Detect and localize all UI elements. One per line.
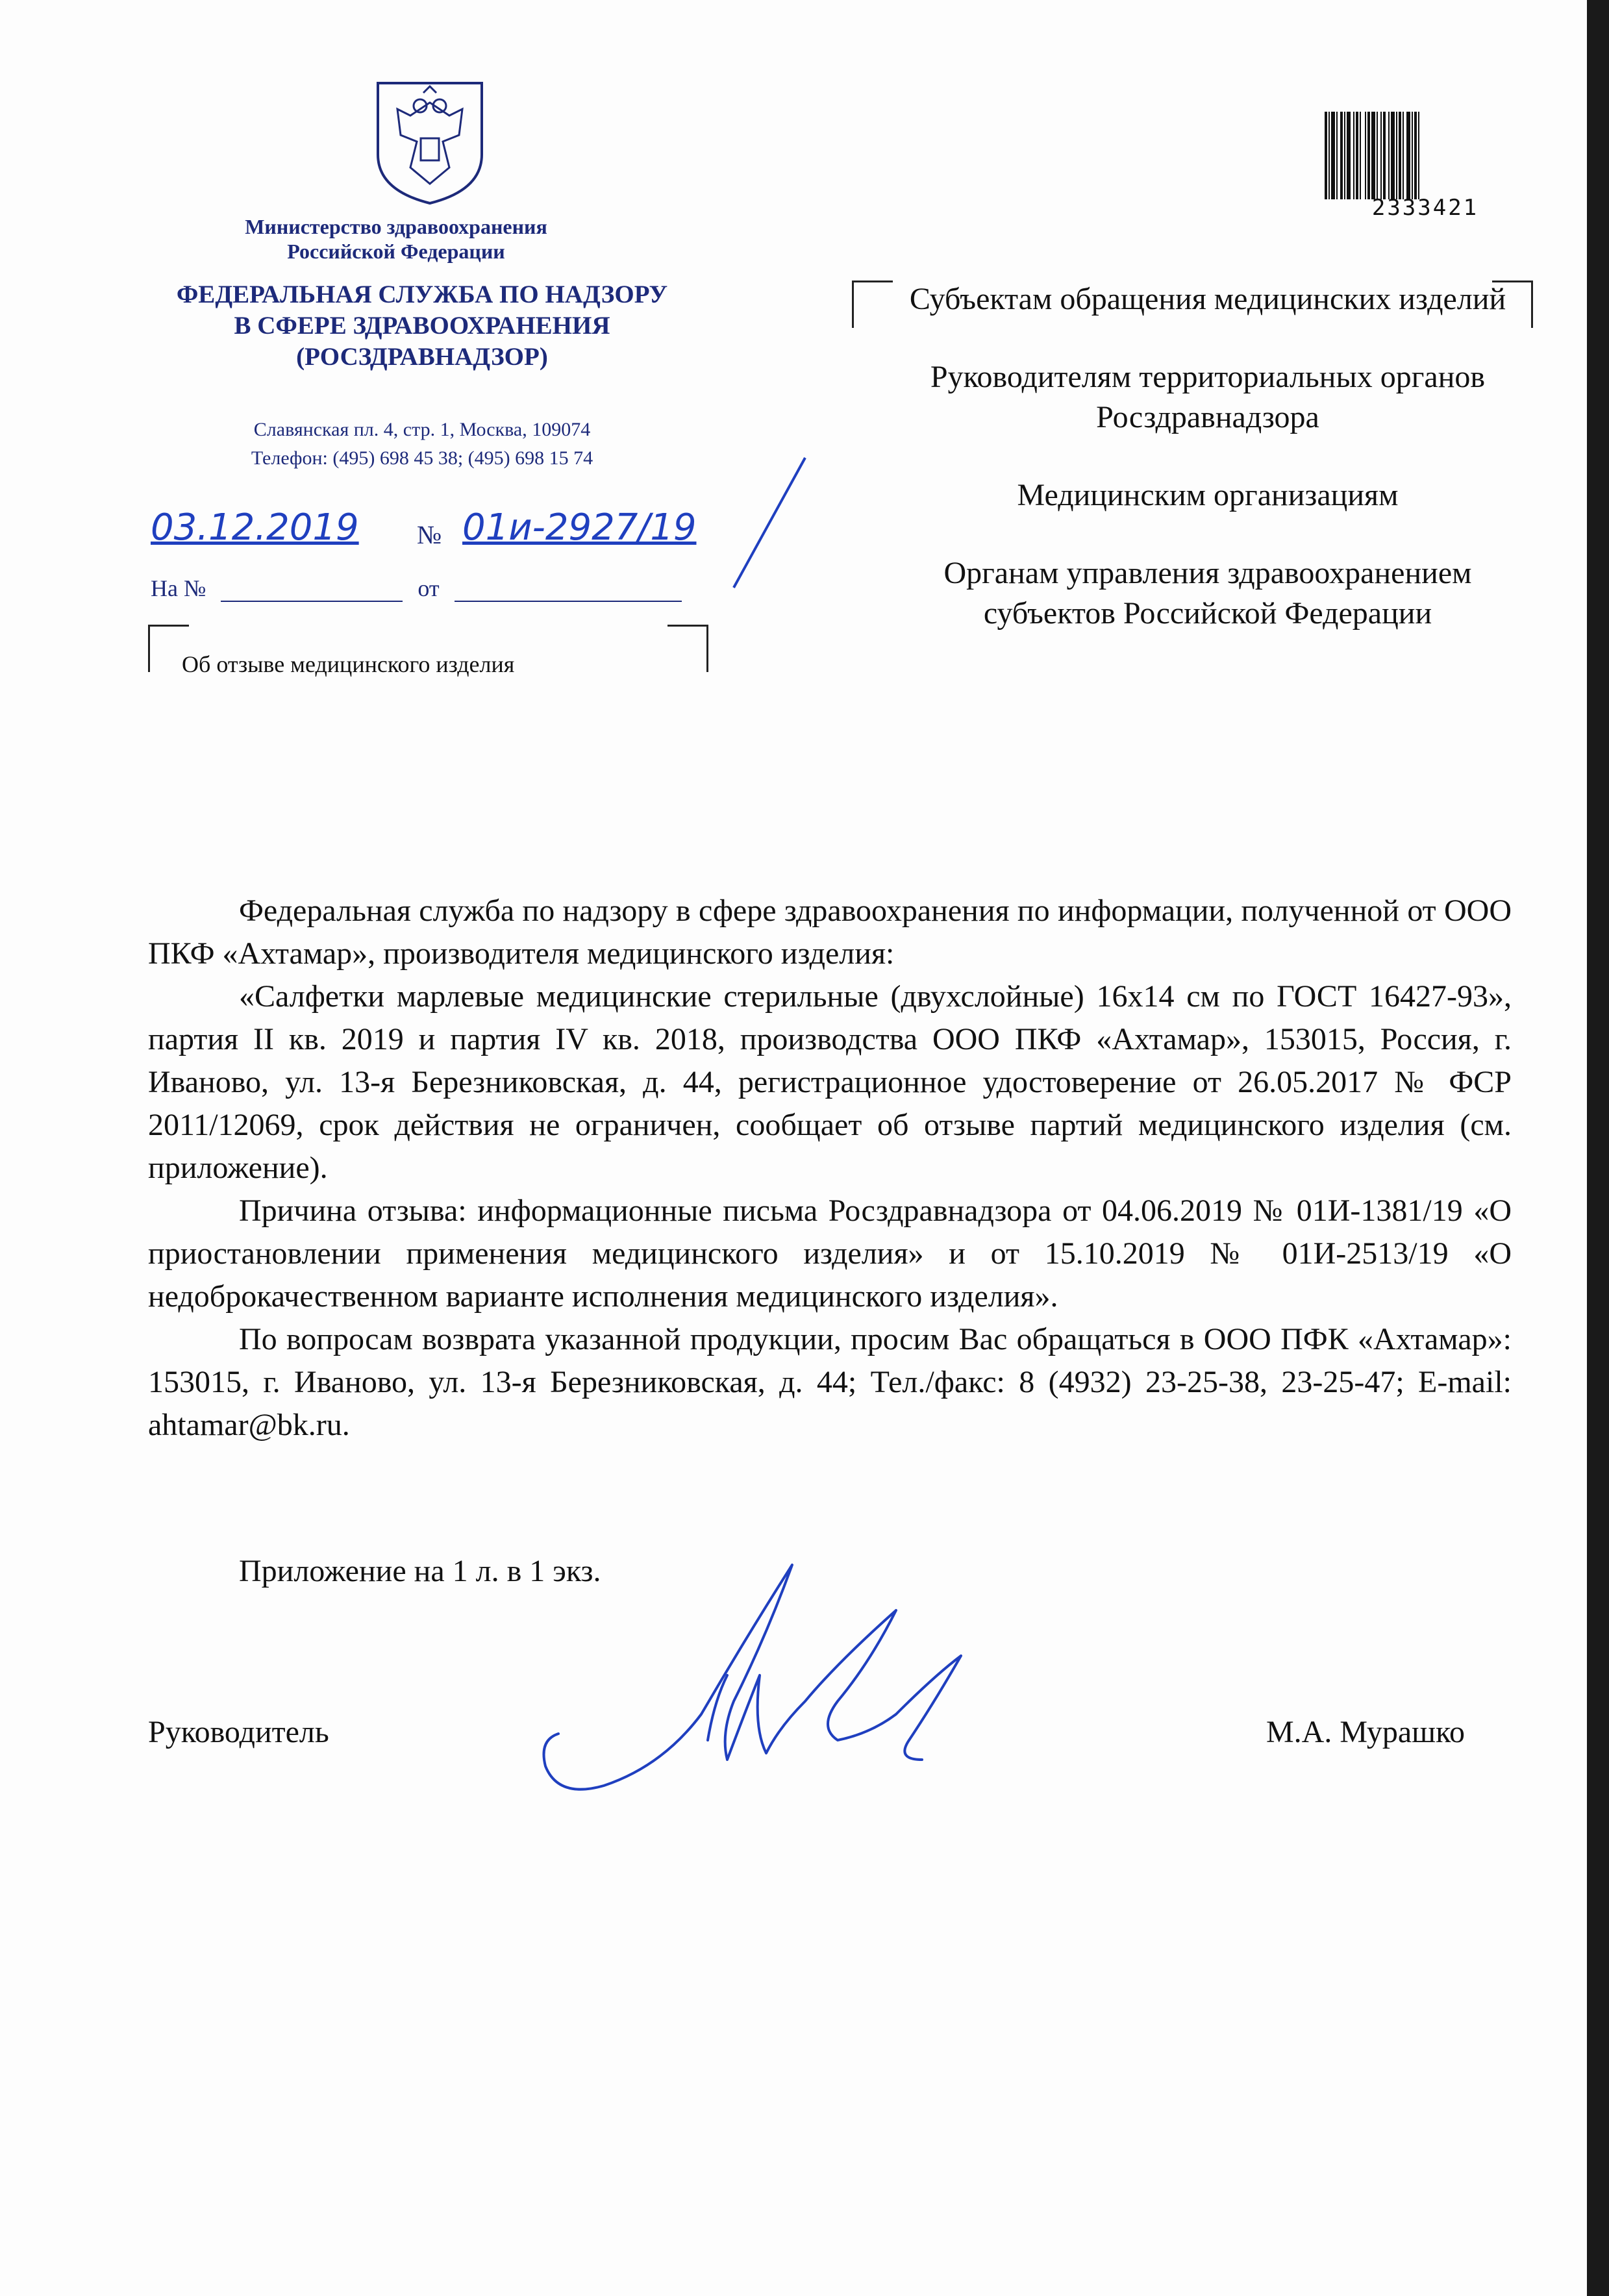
addressee-1: Субъектам обращения медицинских изделий (909, 282, 1506, 316)
coat-of-arms-icon (371, 77, 488, 206)
letter-subject: Об отзыве медицинского изделия (182, 651, 515, 677)
addressee-2: Руководителям территориальных органов Росздравнадзора (930, 360, 1486, 434)
ministry-line-2: Российской Федерации (287, 240, 505, 263)
barcode-bar (1419, 112, 1422, 199)
service-line-3: (РОСЗДРАВНАДЗОР) (296, 343, 548, 371)
body-paragraph-3: Причина отзыва: информационные письма Росздравнадзора от 04.06.2019 № 01И-1381/19 «О приостановлении применения медицинского изделия» и от 15.10.2019 № 01И-2513/19 «О недоброкачественном варианте исполнения медицинского изделия». (148, 1193, 1512, 1314)
from-label: от (418, 575, 440, 601)
reply-date-line (455, 581, 682, 602)
reply-reference (151, 575, 682, 602)
signatory-name: М.А. Мурашко (1266, 1715, 1465, 1749)
handwritten-signature (532, 1545, 1000, 1818)
signatory-title: Руководитель (148, 1715, 329, 1749)
barcode-number: 2333421 (1371, 195, 1479, 221)
attachment-note: Приложение на 1 л. в 1 экз. (239, 1554, 601, 1588)
reply-label: На № (151, 575, 206, 601)
subject-corner-right (667, 625, 708, 672)
service-name (130, 279, 714, 373)
address-line: Славянская пл. 4, стр. 1, Москва, 109074 (253, 419, 591, 440)
registration-number: 01и-2927/19 (462, 506, 697, 549)
addressees-block (883, 279, 1532, 671)
registration-date: 03.12.2019 (151, 506, 359, 549)
ministry-name (169, 214, 623, 264)
phone-line: Телефон: (495) 698 45 38; (495) 698 15 74 (251, 447, 593, 469)
reply-number-line (221, 581, 403, 602)
ministry-line-1: Министерство здравоохранения (245, 215, 547, 238)
scan-edge (1587, 0, 1609, 2296)
number-sign: № (417, 520, 442, 549)
service-line-1: ФЕДЕРАЛЬНАЯ СЛУЖБА ПО НАДЗОРУ (176, 281, 668, 308)
service-line-2: В СФЕРЕ ЗДРАВООХРАНЕНИЯ (234, 312, 610, 340)
body-paragraph-2: «Салфетки марлевые медицинские стерильные (двухслойные) 16х14 см по ГОСТ 16427-93», партия II кв. 2019 и партия IV кв. 2018, производства ООО ПКФ «Ахтамар», 153015, Россия, г. Иваново, ул. 13-я Березниковская, д. 44, регистрационное удостоверение от 26.05.2017 № ФСР 2011/12069, срок действия не ограничен, сообщает об отзыве партий медицинского изделия (см. приложение). (148, 979, 1512, 1185)
addressee-4: Органам управления здравоохранением субъектов Российской Федерации (943, 556, 1472, 630)
addressee-3: Медицинским организациям (1017, 478, 1399, 512)
handwritten-slash-stroke (727, 455, 812, 591)
barcode (1325, 112, 1519, 199)
body-paragraph-1: Федеральная служба по надзору в сфере здравоохранения по информации, полученной от ООО ПКФ «Ахтамар», производителя медицинского изделия: (148, 893, 1512, 971)
body-paragraph-4: По вопросам возврата указанной продукции, просим Вас обращаться в ООО ПФК «Ахтамар»: 153015, г. Иваново, ул. 13-я Березниковская, д. 44; Тел./факс: 8 (4932) 23-25-38, 23-25-47; E-mail: ahtamar@bk.ru. (148, 1322, 1512, 1442)
letterhead-address (169, 416, 675, 473)
letter-body (148, 890, 1512, 1447)
